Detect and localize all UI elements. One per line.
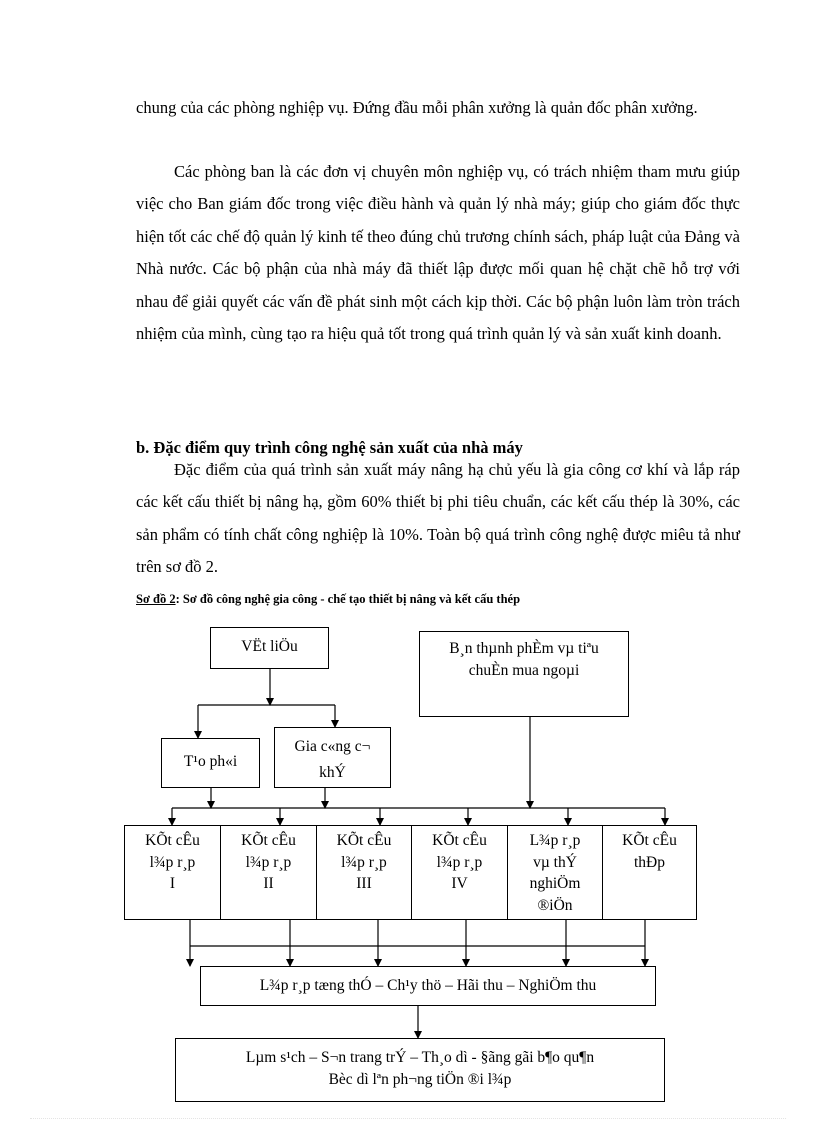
paragraph-intro: chung của các phòng nghiệp vụ. Đứng đầu mỗi phân xưởng là quản đốc phân xưởng. [136, 98, 698, 117]
cell-structure-4 [411, 826, 507, 919]
cell-line: L¾p r¸p [529, 832, 581, 849]
cell-line: KÕt cÊu [336, 832, 392, 849]
cell-line: KÕt cÊu [432, 832, 487, 849]
cell-line: IV [451, 875, 468, 892]
cell-line: l¾p r¸p [436, 853, 483, 871]
cell-line: III [356, 875, 372, 892]
cell-line: l¾p r¸p [149, 853, 196, 871]
box-finishing-line2: Bèc dì lªn ph¬ng tiÖn ®i l¾p [328, 1071, 512, 1088]
box-materials-label: VËt liÖu [241, 638, 298, 655]
cell-assembly-electrical [507, 826, 602, 919]
paragraph-process: Đặc điểm của quá trình sản xuất máy nâng hạ chủ yếu là gia công cơ khí và lắp ráp các kết cấu thiết bị nâng hạ, gồm 60% thiết bị phi tiêu chuẩn, các kết cấu thép là 30%, các sản phẩm có tính chất công nghiệp là 10%. Toàn bộ quá trình công nghệ được miêu tả như trên sơ đồ 2. [136, 460, 740, 577]
box-finishing-line1: Lµm s¹ch – S¬n trang trÝ – Th¸o dì - §ãng gãi b¶o qu¶n [245, 1049, 595, 1066]
cell-line: vµ thÝ [533, 853, 577, 871]
box-blank-label: T¹o ph«i [183, 753, 238, 770]
box-final-assembly [200, 966, 656, 1006]
box-machining [274, 727, 391, 788]
cell-structure-3 [316, 826, 411, 919]
page-bottom-rule [30, 1118, 786, 1119]
box-purchased [419, 631, 629, 717]
box-finishing [175, 1038, 665, 1102]
box-assembly-label: L¾p r¸p tæng thÓ – Ch¹y thö – Hãi thu – NghiÖm thu [259, 977, 597, 994]
cell-line: KÕt cÊu [241, 832, 296, 849]
section-heading: b. Đặc điểm quy trình công nghệ sản xuất của nhà máy [136, 438, 523, 457]
paragraph-departments: Các phòng ban là các đơn vị chuyên môn nghiệp vụ, có trách nhiệm tham mưu giúp việc cho Ban giám đốc trong việc điều hành và quản lý nhà máy; giúp cho giám đốc thực hiện tốt các chế độ quản lý kinh tế theo đúng chủ trương chính sách, pháp luật của Đảng và Nhà nước. Các bộ phận của nhà máy đã thiết lập được mối quan hệ chặt chẽ hỗ trợ với nhau để giải quyết các vấn đề phát sinh một cách kịp thời. Các bộ phận luôn làm tròn trách nhiệm của mình, cùng tạo ra hiệu quả tốt trong quá trình quản lý và sản xuất kinh doanh. [136, 162, 740, 344]
box-machining-label: Gia c«ng c¬ khÝ [294, 738, 371, 781]
cell-line: KÕt cÊu [145, 832, 200, 849]
cell-line: II [263, 875, 274, 892]
cell-line: l¾p r¸p [245, 853, 292, 871]
structures-row [124, 825, 697, 920]
caption-label: Sơ đồ 2 [136, 592, 176, 606]
cell-line: nghiÖm [529, 875, 581, 892]
caption-text: : Sơ đồ công nghệ gia công - chế tạo thiết bị nâng và kết cấu thép [175, 592, 521, 606]
cell-structure-2 [220, 826, 316, 919]
cell-line: I [169, 875, 176, 892]
cell-structure-1 [125, 826, 220, 919]
cell-line: KÕt cÊu [622, 832, 677, 849]
box-purchased-label: B¸n thµnh phÈm vµ tiªu chuÈn mua ngoµi [449, 640, 599, 679]
cell-line: l¾p r¸p [341, 853, 387, 871]
box-materials [210, 627, 329, 669]
cell-line: ®iÖn [537, 896, 573, 914]
cell-line: thÐp [634, 853, 665, 871]
cell-steel-structure [602, 826, 696, 919]
box-blank-making [161, 738, 260, 788]
